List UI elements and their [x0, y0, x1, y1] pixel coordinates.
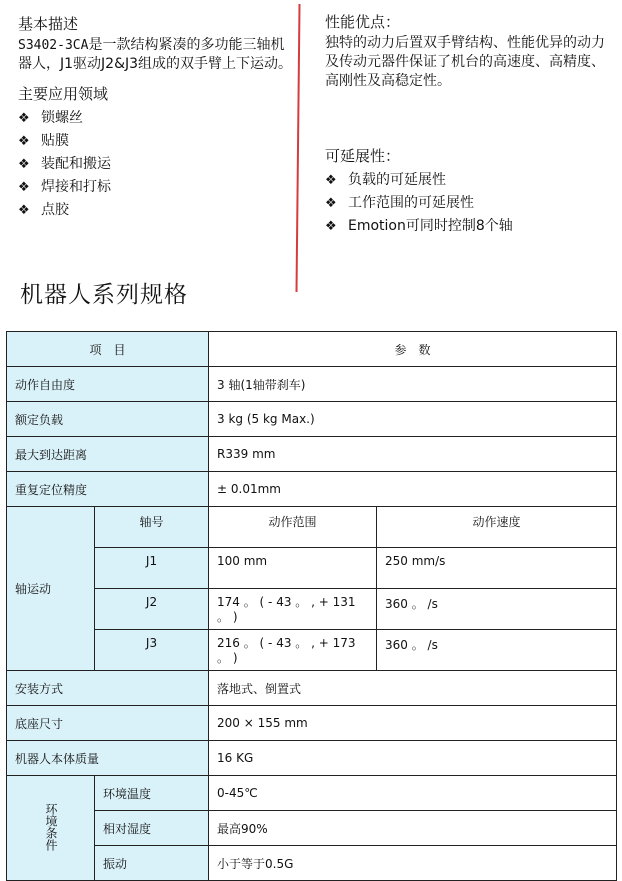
axis-name: J1 [95, 548, 209, 589]
table-row [7, 472, 617, 507]
repeat-label: 重复定位精度 [7, 472, 209, 507]
diamond-bullet-icon: ❖ [325, 196, 337, 211]
applications-list [18, 107, 293, 222]
env-row-value: 小于等于0.5G [209, 846, 617, 881]
table-row [7, 811, 617, 846]
table-row [7, 402, 617, 437]
list-item [325, 192, 615, 215]
table-row [7, 507, 617, 548]
table-row [7, 671, 617, 706]
extensibility-label: 工作范围的可延展性 [348, 195, 474, 211]
header-item-cell: 项 目 [7, 332, 209, 367]
basic-description-title: 基本描述 [18, 15, 79, 33]
diamond-bullet-icon: ❖ [325, 173, 337, 188]
load-label: 额定负载 [7, 402, 209, 437]
axis-range: 174 。 ( - 43 。 , + 131 。 ) [217, 595, 356, 623]
env-label-cell [7, 776, 95, 881]
axis-speed: 360 。 /s [377, 630, 617, 671]
table-row [7, 437, 617, 472]
extensibility-list [325, 169, 615, 238]
table-row [7, 741, 617, 776]
dof-value: 3 轴(1轴带刹车) [209, 367, 617, 402]
table-row [7, 548, 617, 589]
diamond-bullet-icon: ❖ [18, 134, 30, 149]
diamond-bullet-icon: ❖ [18, 180, 30, 195]
mount-label: 安装方式 [7, 671, 209, 706]
extensibility-title: 可延展性： [325, 147, 401, 165]
performance-text: 独特的动力后置双手臂结构、性能优异的动力及传动元器件保证了机台的高速度、高精度、高刚性及高稳定性。 [325, 35, 605, 89]
reach-label: 最大到达距离 [7, 437, 209, 472]
diamond-bullet-icon: ❖ [325, 219, 337, 234]
performance-section [325, 12, 615, 238]
application-label: 点胶 [41, 202, 69, 218]
axis-speed-header: 动作速度 [377, 507, 617, 548]
application-label: 焊接和打标 [41, 179, 111, 195]
axis-range: 100 mm [209, 548, 377, 589]
diamond-bullet-icon: ❖ [18, 203, 30, 218]
axis-range-header: 动作范围 [209, 507, 377, 548]
env-row-label: 振动 [95, 846, 209, 881]
application-label: 贴膜 [41, 133, 69, 149]
reach-value: R339 mm [209, 437, 617, 472]
extensibility-label: 负载的可延展性 [348, 172, 446, 188]
list-item [325, 215, 615, 238]
spec-table [6, 331, 617, 881]
application-label: 装配和搬运 [41, 156, 111, 172]
list-item [325, 169, 615, 192]
axis-no-header: 轴号 [95, 507, 209, 548]
basic-description-text [18, 36, 293, 74]
basic-description-section [18, 14, 293, 222]
table-row [7, 776, 617, 811]
axis-motion-label: 轴运动 [7, 507, 95, 671]
list-item [18, 199, 293, 222]
axis-speed: 250 mm/s [377, 548, 617, 589]
axis-name: J2 [95, 589, 209, 630]
model-code: S3402-3CA [18, 38, 89, 53]
applications-title: 主要应用领域 [18, 85, 109, 103]
column-divider [295, 4, 300, 292]
diamond-bullet-icon: ❖ [18, 111, 30, 126]
application-label: 锁螺丝 [41, 110, 83, 126]
list-item [18, 130, 293, 153]
axis-speed: 360 。 /s [377, 589, 617, 630]
diamond-bullet-icon: ❖ [18, 157, 30, 172]
performance-title: 性能优点： [325, 13, 401, 31]
extensibility-label: Emotion可同时控制8个轴 [348, 218, 513, 234]
table-row [7, 630, 617, 671]
env-label: 环境条件 [44, 802, 58, 851]
mount-value: 落地式、倒置式 [209, 671, 617, 706]
table-row [7, 846, 617, 881]
axis-range: 216 。 ( - 43 。 , + 173 。 ) [217, 636, 356, 664]
series-spec-title: 机器人系列规格 [20, 282, 188, 308]
table-row [7, 706, 617, 741]
mass-label: 机器人本体质量 [7, 741, 209, 776]
description-body: 是一款结构紧凑的多功能三轴机器人，J1驱动J2&J3组成的双手臂上下运动。 [18, 37, 293, 72]
env-row-value: 0-45℃ [209, 776, 617, 811]
header-param-cell: 参 数 [209, 332, 617, 367]
load-value: 3 kg (5 kg Max.) [209, 402, 617, 437]
list-item [18, 153, 293, 176]
env-row-label: 相对湿度 [95, 811, 209, 846]
repeat-value: ± 0.01mm [209, 472, 617, 507]
list-item [18, 107, 293, 130]
table-row [7, 367, 617, 402]
dof-label: 动作自由度 [7, 367, 209, 402]
env-row-value: 最高90% [209, 811, 617, 846]
mass-value: 16 KG [209, 741, 617, 776]
table-row [7, 589, 617, 630]
list-item [18, 176, 293, 199]
base-size-value: 200 × 155 mm [209, 706, 617, 741]
base-size-label: 底座尺寸 [7, 706, 209, 741]
axis-range-cell [209, 630, 377, 671]
env-row-label: 环境温度 [95, 776, 209, 811]
axis-name: J3 [95, 630, 209, 671]
table-row [7, 332, 617, 367]
axis-range-cell [209, 589, 377, 630]
